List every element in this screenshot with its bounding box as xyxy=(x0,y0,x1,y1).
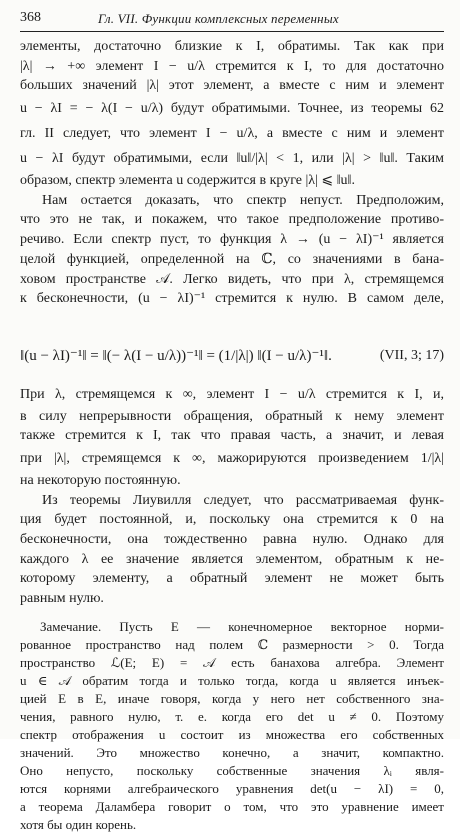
text-line: в силу непрерывности обращения, обратный к нему элемент xyxy=(20,408,444,424)
page-number: 368 xyxy=(20,10,41,25)
text-line: u ∈ 𝒜 обратим тогда и только тогда, когда u является инъек- xyxy=(20,672,444,688)
text-line: цией E в E, иначе говоря, когда у него нет собственного зна- xyxy=(20,690,444,706)
text-line: гл. II следует, что элемент I − u/λ, а вместе с ним и элемент xyxy=(20,126,444,142)
text-line: u − λI = − λ(I − u/λ) будут обратимыми. Точнее, из теоремы 62 xyxy=(20,101,444,117)
paragraph xyxy=(20,382,444,491)
text-line: ховом пространстве 𝒜. Легко видеть, что при λ, стремящемся xyxy=(20,271,444,287)
text-line: |λ| → +∞ элемент I − u/λ стремится к I, то для достаточно xyxy=(20,58,444,74)
paragraph xyxy=(20,37,444,191)
text-line: речиво. Если спектр пуст, то функция λ → (u − λI)⁻¹ является xyxy=(20,232,444,248)
text-line: Замечание. Пусть E — конечномерное векторное норми- xyxy=(40,618,444,634)
text-line: а теорема Даламбера говорит о том, что это уравнение имеет xyxy=(20,798,444,814)
text-line: равным нулю. xyxy=(20,591,104,607)
header-rule xyxy=(20,31,444,32)
text-line: ция будет постоянной, и, поскольку она стремится к 0 на xyxy=(20,512,444,528)
text-line: Оно непусто, поскольку собственные значения λᵢ явля- xyxy=(20,762,444,778)
text-line: что это не так, и покажем, что такое предположение противо- xyxy=(20,212,444,228)
page-body xyxy=(20,37,444,832)
text-line: значений. Это множество конечно, а значит, компактно. xyxy=(20,744,444,760)
running-head: Гл. VII. Функции комплексных переменных xyxy=(98,11,339,26)
text-line: каждого λ ее значение является элементом, обратным к не- xyxy=(20,551,444,567)
formula-text: ‖(u − λI)⁻¹‖ = ‖(− λ(I − u/λ))⁻¹‖ = (1/|λ|) ‖(I − u/λ)⁻¹‖. xyxy=(20,347,332,364)
equation-number: (VII, 3; 17) xyxy=(379,347,444,363)
text-line: бесконечности, она тождественно равна нулю. Однако для xyxy=(20,532,444,547)
text-line: больших значений |λ| этот элемент, а вместе с ним и элемент xyxy=(20,78,444,94)
paragraph xyxy=(20,191,444,329)
page-header xyxy=(20,10,444,30)
text-line: При λ, стремящемся к ∞, элемент I − u/λ стремится к I, и, xyxy=(20,386,444,402)
text-line: Из теоремы Лиувилля следует, что рассматриваемая функ- xyxy=(42,492,444,508)
text-line: которому элементу, а обратный элемент не может быть xyxy=(20,571,444,587)
text-line: на некоторую постоянную. xyxy=(20,472,181,488)
text-line: ются корнями алгебраического уравнения det(u − λI) = 0, xyxy=(20,780,444,796)
remark-block xyxy=(20,618,444,834)
text-line: целой функцией, определенной на ℂ, со значениями в банa- xyxy=(20,251,444,267)
text-line: Нам остается доказать, что спектр непуст. Предположим, xyxy=(42,192,444,208)
text-line: элементы, достаточно близкие к I, обратимы. Так как при xyxy=(20,39,444,54)
paragraph xyxy=(20,491,444,609)
paragraph-gap xyxy=(20,609,444,618)
display-formula xyxy=(20,335,444,377)
text-line: чения, равного нулю, т. е. когда его det u ≠ 0. Поэтому xyxy=(20,708,444,724)
text-line: рованное пространство над полем ℂ размерности > 0. Тогда xyxy=(20,636,444,652)
text-line: пространство ℒ(E; E) = 𝒜 есть банахова алгебра. Элемент xyxy=(20,654,444,670)
text-line: хотя бы один корень. xyxy=(20,816,137,832)
text-line: спектр отображения u состоит из множества его собственных xyxy=(20,726,444,742)
text-line: также стремится к I, так что правая часть, а значит, и левая xyxy=(20,428,444,444)
text-line: к бесконечности, (u − λI)⁻¹ стремится к нулю. В самом деле, xyxy=(20,291,444,307)
text-line: при |λ|, стремящемся к ∞, мажорируются произведением 1/|λ| xyxy=(20,450,444,466)
text-line xyxy=(20,309,444,329)
text-line: u − λI будут обратимыми, если ‖u‖/|λ| < 1, или |λ| > ‖u‖. Таким xyxy=(20,151,444,167)
text-line: образом, спектр элемента u содержится в круге |λ| ⩽ ‖u‖. xyxy=(20,173,355,189)
